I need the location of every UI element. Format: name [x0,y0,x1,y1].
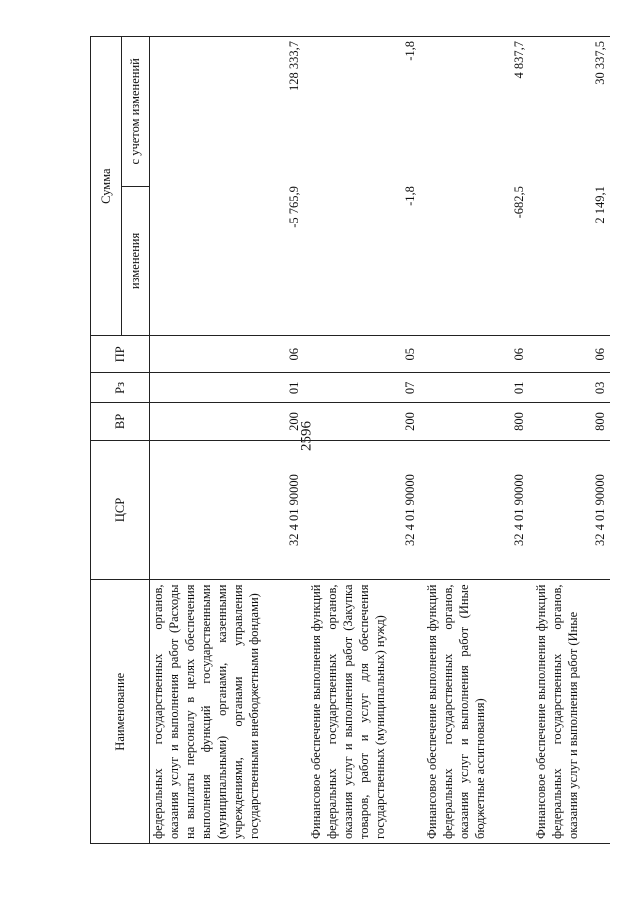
header-sum: Сумма [91,37,121,335]
table-row [529,37,610,844]
table-row [420,37,529,844]
header-changes: изменения [121,186,149,335]
header-name: Наименование [91,580,150,844]
header-csr: ЦСР [91,440,150,580]
row-sum-cell [420,37,529,336]
row-sum-table [529,37,610,335]
row-pr: 05 [304,336,420,373]
row-rz: 01 [150,373,304,403]
header-pr: ПР [91,336,150,373]
row-name [420,580,529,844]
page-number-text: 2596 [298,421,315,451]
header-sum-group [91,37,150,336]
row-pr: 06 [529,336,610,373]
row-change: 2 149,1 [593,186,607,224]
row-name: федеральных государственных органов, оказания услуг и выполнения работ (Расходы на выплаты персоналу в целях обеспечения выполнения функций государственными (муниципальными) органами, казенными учреждениями, органами управления государственными внебюджетными фондами) [150,580,304,844]
row-sum-table [304,37,420,335]
row-sum-table [420,37,529,335]
row-sum-cell [304,37,420,336]
row-rz: 07 [304,373,420,403]
header-rz: Рз [91,373,150,403]
row-csr: 32 4 01 90000 [529,440,610,580]
row-total: 128 333,7 [286,41,301,91]
row-change: -1,8 [402,186,417,206]
table-row [150,37,304,844]
row-sum-cell [529,37,610,336]
row-csr: 32 4 01 90000 [420,440,529,580]
row-name [529,580,610,844]
row-total: -1,8 [402,41,417,61]
sum-header-table [91,37,149,335]
row-csr: 32 4 01 90000 [150,440,304,580]
row-sum-cell [150,37,304,336]
row-pr: 06 [420,336,529,373]
row-name-text: Финансовое обеспечение выполнения функций федеральных государственных органов, оказания услуг и выполнения работ (Иные [533,584,580,839]
row-name-text: Финансовое обеспечение выполнения функций федеральных государственных органов, оказания услуг и выполнения работ (Закупка товаров, работ и услуг для обеспечения государственных (муниципальных) нужд) [308,584,387,839]
header-with-changes: с учетом изменений [128,58,143,165]
row-rz: 01 [420,373,529,403]
row-csr: 32 4 01 90000 [304,440,420,580]
row-vr: 800 [420,403,529,440]
row-vr: 800 [529,403,610,440]
row-change: -682,5 [511,186,526,219]
row-sum-table [150,37,304,335]
row-rz: 03 [529,373,610,403]
row-name [304,580,420,844]
row-total: 4 837,7 [511,41,526,79]
budget-table [90,36,610,844]
budget-table-container [90,36,610,844]
row-vr: 200 [150,403,304,440]
header-vr: ВР [91,403,150,440]
row-change: -5 765,9 [286,186,301,228]
table-row [304,37,420,844]
row-pr: 06 [150,336,304,373]
row-name-text: Финансовое обеспечение выполнения функций федеральных государственных органов, оказания услуг и выполнения работ (Иные бюджетные ассигнования) [424,584,487,839]
row-total: 30 337,5 [593,41,607,85]
row-vr: 200 [304,403,420,440]
